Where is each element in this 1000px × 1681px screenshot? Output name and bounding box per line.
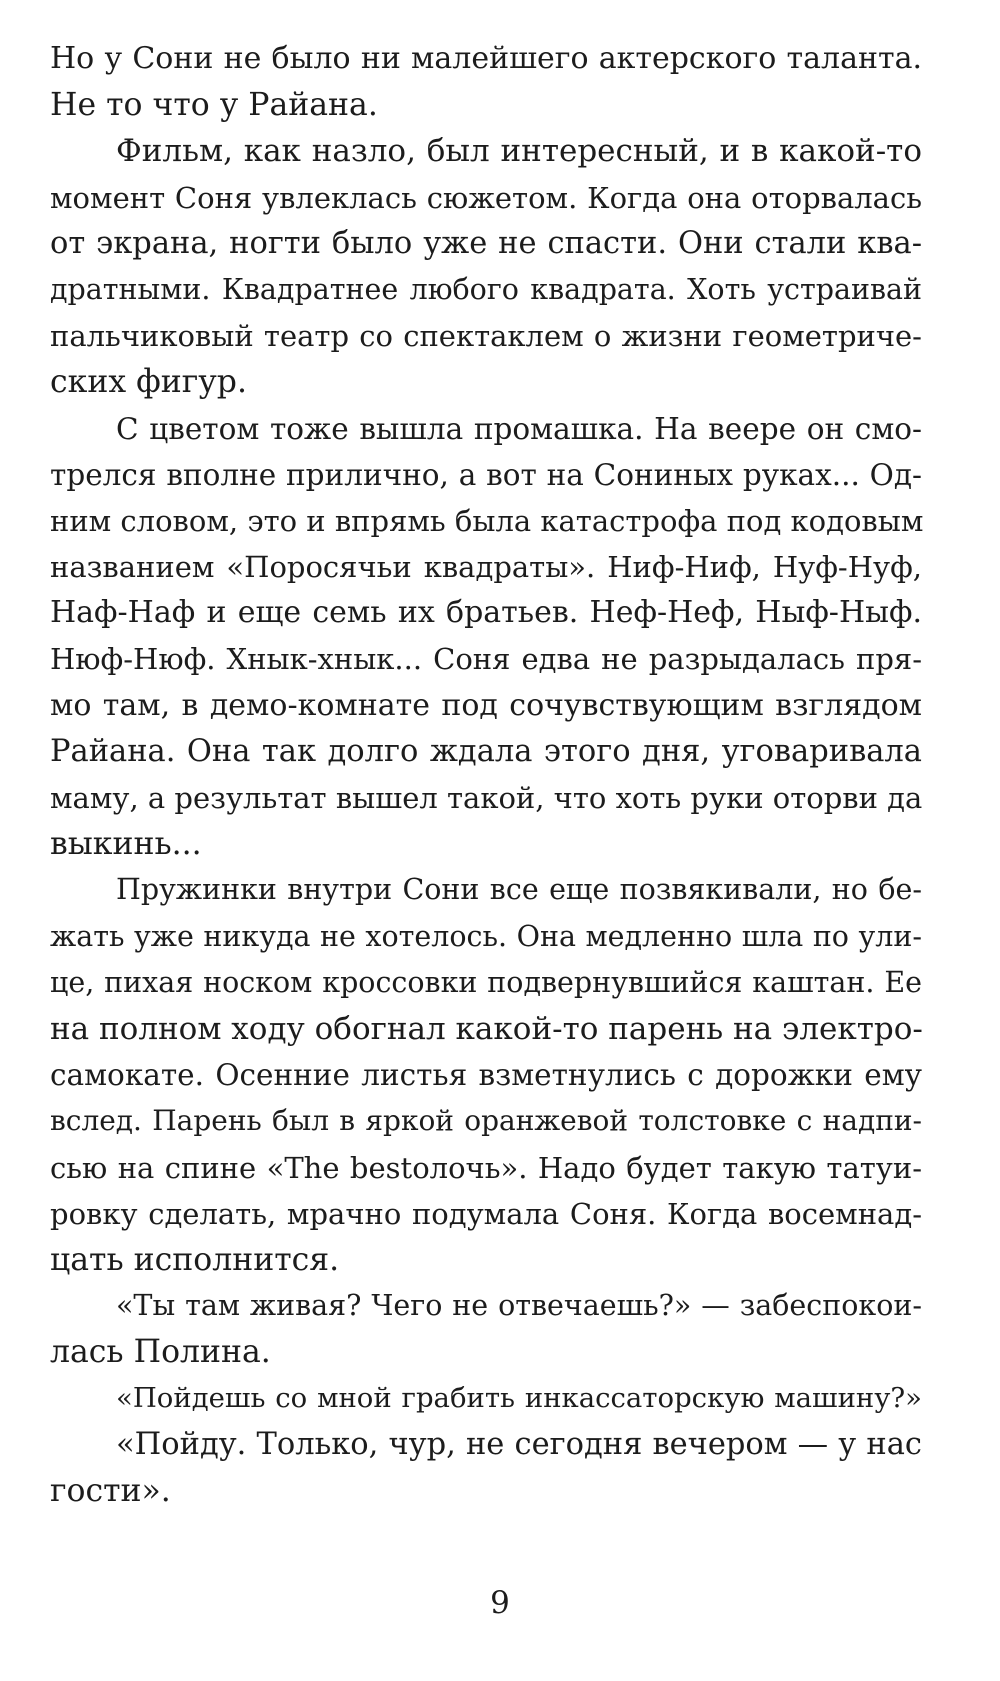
text-line: самокате. Осенние листья взметнулись с дорожки ему [50,1058,922,1093]
text-line: С цветом тоже вышла промашка. На веере он смо- [116,411,922,446]
text-line: вслед. Парень был в яркой оранжевой толстовке с надпи- [50,1104,922,1138]
text-line: от экрана, ногти было уже не спасти. Они стали ква- [50,225,922,261]
text-line: сью на спине «The bestолочь». Надо будет такую татуи- [50,1150,922,1185]
text-line: ним словом, это и впрямь была катастрофа под кодовым [50,503,924,538]
text-line: «Пойдешь со мной грабить инкассаторскую машину?» [116,1382,922,1415]
text-line: маму, а результат вышел такой, что хоть руки оторви да [50,781,923,815]
text-line: Фильм, как назло, был интересный, и в какой-то [116,133,922,170]
text-line: дратными. Квадратнее любого квадрата. Хоть устраивай [50,272,922,306]
text-line: Но у Сони не было ни малейшего актерского таланта. [50,41,922,76]
text-line: Райана. Она так долго ждала этого дня, уговаривала [50,733,922,769]
text-line: выкинь... [50,826,202,863]
text-line: гости». [50,1472,171,1509]
text-line: «Ты там живая? Чего не отвечаешь?» — забеспокои- [116,1289,922,1323]
text-line: ских фигур. [50,364,247,401]
text-line: момент Соня увлеклась сюжетом. Когда она оторвалась [50,180,922,215]
text-line: жать уже никуда не хотелось. Она медленно шла по ули- [50,919,922,953]
text-line: названием «Поросячьи квадраты». Ниф-Ниф, Нуф-Нуф, [50,550,922,585]
text-line: пальчиковый театр со спектаклем о жизни геометриче- [50,319,922,354]
text-line: «Пойду. Только, чур, не сегодня вечером — у нас [116,1426,922,1462]
text-line: Нюф-Нюф. Хнык-хнык... Соня едва не разрыдалась пря- [50,642,922,677]
text-line: лась Полина. [50,1334,271,1371]
text-line: це, пихая носком кроссовки подвернувшийся каштан. Ее [50,965,922,999]
page-number: 9 [490,1585,510,1621]
text-line: Наф-Наф и еще семь их братьев. Неф-Неф, Ныф-Ныф. [50,595,922,631]
text-line: трелся вполне прилично, а вот на Сониных руках... Од- [50,457,922,492]
text-line: цать исполнится. [50,1241,340,1278]
text-line: мо там, в демо-комнате под сочувствующим взглядом [50,687,922,723]
body-text [50,36,922,1514]
text-line: Пружинки внутри Сони все еще позвякивали, но бе- [116,873,922,907]
text-line: на полном ходу обогнал какой-то парень на электро- [50,1010,923,1047]
text-line: ровку сделать, мрачно подумала Соня. Когда восемнад- [50,1196,922,1231]
text-line: Не то что у Райана. [50,87,378,124]
